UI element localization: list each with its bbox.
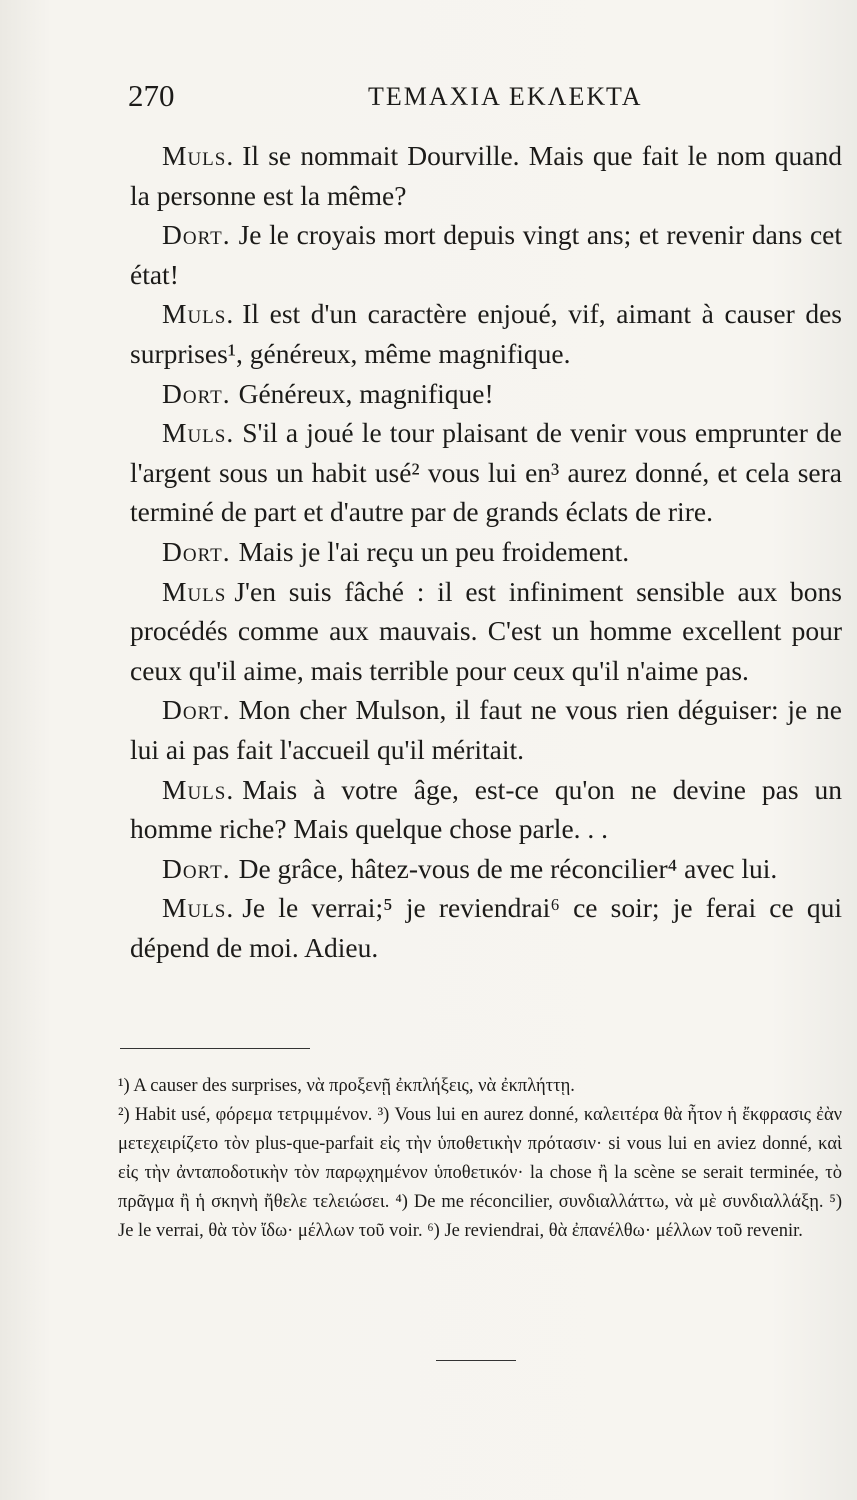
dialogue-turn xyxy=(130,374,842,414)
footnote xyxy=(395,1192,823,1212)
speaker-name: Dort. xyxy=(162,535,231,567)
turn-text: Mais à votre âge, est-ce qu'on ne devine pas un homme riche? Mais quelque chose parle. . . xyxy=(130,773,842,845)
footnote-mark: ¹) xyxy=(118,1076,130,1096)
page-header xyxy=(128,78,817,118)
page-number: 270 xyxy=(128,78,175,113)
speaker-name: Dort. xyxy=(162,694,231,726)
dialogue-turn xyxy=(130,690,842,769)
footnote-text: Vous lui en aurez donné, καλειτέρα θὰ ἦτον ἡ ἔκφρασις ἐὰν μετεχειρίζετο τὸν plus-que-parfait εἰς τὴν ὑποθετικὴν πρότασιν· si vous lui en aviez donné, καὶ εἰς τὴν ἀνταποδοτικὴν τὸν παρῳχημένον ὑποθετικόν· la chose ἢ la scène se serait terminée, τὸ πρᾶγμα ἢ ἡ σκηνὴ ἤθελε τελειώσει. xyxy=(118,1105,842,1212)
footnote-mark: ⁴) xyxy=(395,1192,408,1212)
turn-text: Il est d'un caractère enjoué, vif, aimant à causer des surprises¹, généreux, même magnifique. xyxy=(130,298,842,369)
speaker-name: Dort. xyxy=(162,377,231,409)
turn-text: Généreux, magnifique! xyxy=(238,377,494,409)
footnote-mark: ³) xyxy=(377,1105,390,1125)
speaker-name: Dort. xyxy=(162,219,231,251)
turn-text: Mon cher Mulson, il faut ne vous rien déguiser: je ne lui ai pas fait l'accueil qu'il méritait. xyxy=(130,694,842,765)
footnote-separator xyxy=(120,1048,310,1049)
dialogue-turn xyxy=(130,413,842,532)
dialogue-turn xyxy=(130,215,842,294)
footnote xyxy=(118,1105,372,1125)
dialogue-turn xyxy=(130,532,842,572)
dialogue-turn xyxy=(130,294,842,373)
speaker-name: Muls. xyxy=(162,773,235,805)
footnote-mark: ⁵) xyxy=(829,1192,843,1212)
footnote-mark: ²) xyxy=(118,1105,130,1125)
footnote-text: Je reviendrai, θὰ ἐπανέλθω· μέλλων τοῦ revenir. xyxy=(444,1221,803,1241)
turn-text: J'en suis fâché : il est infiniment sensible aux bons procédés comme aux mauvais. C'est un homme excellent pour ceux qu'il aime, mais terrible pour ceux qu'il n'aime pas. xyxy=(130,575,842,686)
footnote-text: Je le verrai, θὰ τὸν ἴδω· μέλλων τοῦ voir. xyxy=(118,1221,423,1241)
dialogue-turn xyxy=(130,136,842,215)
footnote-text: De me réconcilier, συνδιαλλάττω, νὰ μὲ συνδιαλλάξῃ. xyxy=(413,1192,824,1212)
turn-text: Je le croyais mort depuis vingt ans; et revenir dans cet état! xyxy=(130,219,842,290)
turn-text: S'il a joué le tour plaisant de venir vous emprunter de l'argent sous un habit usé² vous lui en³ aurez donné, et cela sera terminé de part et d'autre par de grands éclats de rire. xyxy=(130,417,842,528)
footnote xyxy=(427,1221,803,1241)
speaker-name: Muls. xyxy=(162,298,235,330)
footnote xyxy=(118,1076,575,1096)
turn-text: Il se nommait Dourville. Mais que fait le nom quand la personne est la même? xyxy=(130,140,842,211)
dialogue-turn xyxy=(130,888,842,967)
footnote-mark: ⁶) xyxy=(427,1221,440,1241)
dialogue-text xyxy=(130,136,842,967)
running-title: ΤΕΜΑΧΙΑ ΕΚΛΕΚΤΑ xyxy=(368,82,643,111)
speaker-name: Dort. xyxy=(162,852,231,884)
turn-text: Je le verrai;⁵ je reviendrai⁶ ce soir; je ferai ce qui dépend de moi. Adieu. xyxy=(130,892,842,963)
turn-text: De grâce, hâtez-vous de me réconcilier⁴ avec lui. xyxy=(238,852,778,884)
speaker-name: Muls. xyxy=(162,417,235,449)
page-end-ornament xyxy=(436,1354,516,1368)
speaker-name: Muls xyxy=(162,575,227,607)
footnote-text: A causer des surprises, νὰ προξενῇ ἐκπλήξεις, νὰ ἐκπλήττῃ. xyxy=(133,1076,575,1096)
footnotes xyxy=(118,1072,842,1246)
dialogue-turn xyxy=(130,770,842,849)
speaker-name: Muls. xyxy=(162,892,235,924)
turn-text: Mais je l'ai reçu un peu froidement. xyxy=(238,535,630,567)
dialogue-turn xyxy=(130,572,842,691)
footnote-text: Habit usé, φόρεμα τετριμμένον. xyxy=(134,1105,373,1125)
speaker-name: Muls. xyxy=(162,140,235,171)
dialogue-turn xyxy=(130,849,842,889)
